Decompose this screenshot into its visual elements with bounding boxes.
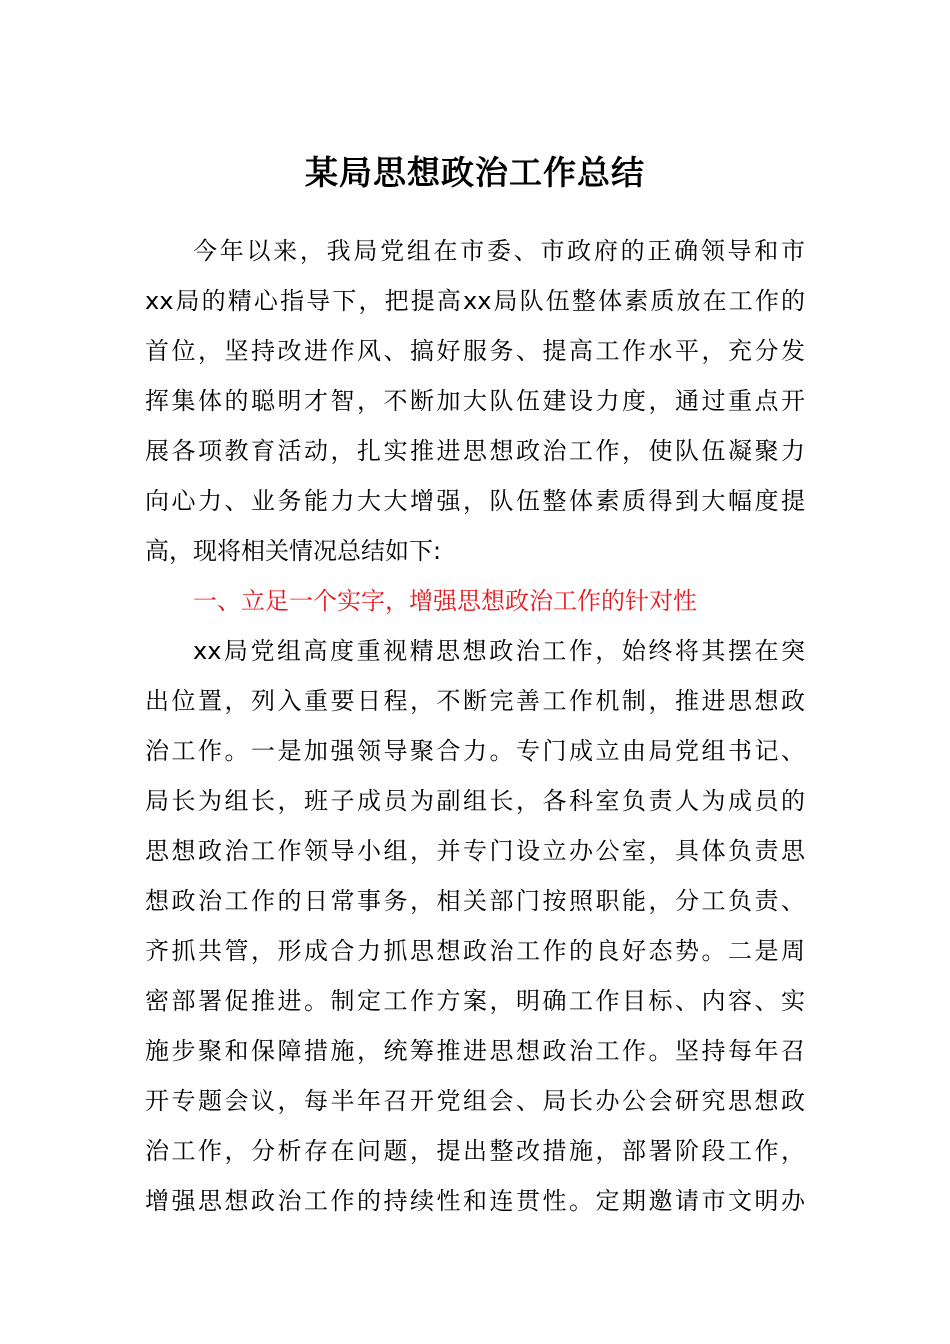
intro-line-4: 挥集体的聪明才智，不断加大队伍建设力度，通过重点开 (145, 387, 805, 415)
intro-line-2: xx局的精心指导下，把提高xx局队伍整体素质放在工作的 (145, 287, 805, 315)
section-1-line-11: 治工作，分析存在问题，提出整改措施，部署阶段工作， (145, 1137, 805, 1165)
section-1-line-4: 局长为组长，班子成员为副组长，各科室负责人为成员的 (145, 787, 805, 815)
section-1-line-3: 治工作。一是加强领导聚合力。专门成立由局党组书记、 (145, 737, 805, 765)
section-1-line-8: 密部署促推进。制定工作方案，明确工作目标、内容、实 (145, 987, 805, 1015)
section-1-line-1: xx局党组高度重视精思想政治工作，始终将其摆在突 (193, 637, 805, 665)
section-1-line-5: 思想政治工作领导小组，并专门设立办公室，具体负责思 (145, 837, 805, 865)
section-1-line-10: 开专题会议，每半年召开党组会、局长办公会研究思想政 (145, 1087, 805, 1115)
section-1-line-7: 齐抓共管，形成合力抓思想政治工作的良好态势。二是周 (145, 937, 805, 965)
intro-line-5: 展各项教育活动，扎实推进思想政治工作，使队伍凝聚力 (145, 437, 805, 465)
section-1-line-12: 增强思想政治工作的持续性和连贯性。定期邀请市文明办 (145, 1187, 805, 1215)
section-1-line-6: 想政治工作的日常事务，相关部门按照职能，分工负责、 (145, 887, 805, 915)
document-title: 某局思想政治工作总结 (305, 153, 645, 192)
intro-line-7: 高，现将相关情况总结如下: (145, 537, 442, 565)
intro-line-1: 今年以来，我局党组在市委、市政府的正确领导和市 (193, 237, 805, 265)
section-1-heading: 一、立足一个实字，增强思想政治工作的针对性 (193, 587, 697, 615)
section-1-line-2: 出位置，列入重要日程，不断完善工作机制，推进思想政 (145, 687, 805, 715)
section-1-line-9: 施步聚和保障措施，统筹推进思想政治工作。坚持每年召 (145, 1037, 805, 1065)
intro-line-3: 首位，坚持改进作风、搞好服务、提高工作水平，充分发 (145, 337, 805, 365)
intro-line-6: 向心力、业务能力大大增强，队伍整体素质得到大幅度提 (145, 487, 805, 515)
